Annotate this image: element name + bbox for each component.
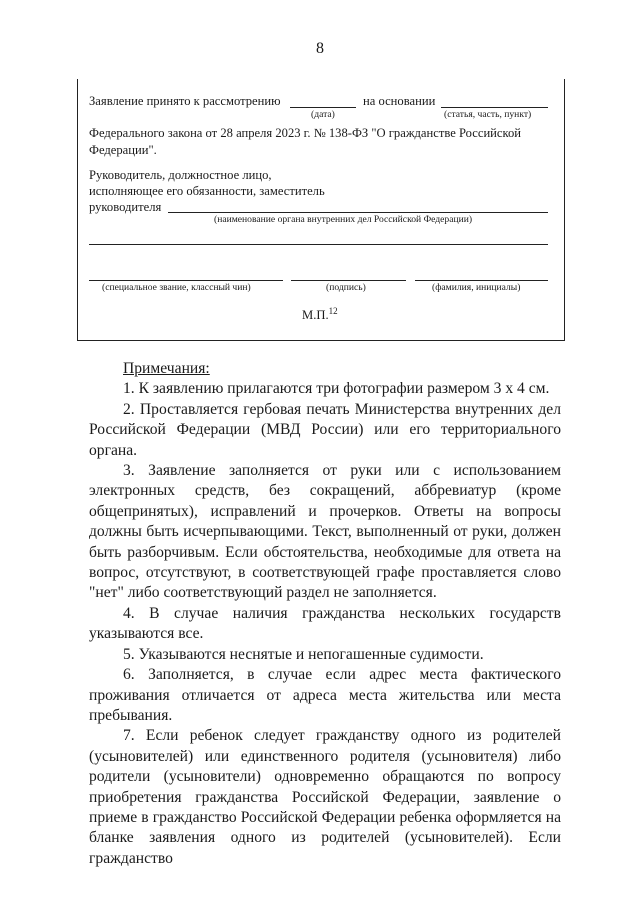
rank-caption: (специальное звание, классный чин)	[102, 282, 251, 293]
law-line-2: Федерации".	[89, 143, 157, 157]
date-caption: (дата)	[311, 109, 335, 120]
note-7: 7. Если ребенок следует гражданству одного из родителей (усыновителей) или единственного родителя (усыновителя) либо родители (усыновители) одновременно обращаются по вопросу приобретения гражданства Российской Федерации, заявление о приеме в гражданство Российской Федерации ребенка оформляется на бланке заявления одного из родителей (усыновителей). Если гражданство	[89, 727, 561, 867]
organ-caption: (наименование органа внутренних дел Российской Федерации)	[214, 214, 473, 225]
note-1: 1. К заявлению прилагаются три фотографии размером 3 х 4 см.	[123, 380, 550, 398]
note-3: 3. Заявление заполняется от руки или с использованием электронных средств, без сокращений, аббревиатур (кроме общепринятых), исправлений и прочерков. Ответы на вопросы должны быть исчерпывающими. Текст, выполненный от руки, должен быть разборчивым. Если обстоятельства, необходимые для ответа на вопрос, отсутствуют, в соответствующей графе проставляется слово "нет" либо соответствующий раздел не заполняется.	[89, 462, 561, 602]
note-2: 2. Проставляется гербовая печать Министерства внутренних дел Российской Федерации (МВД России) или его территориального органа.	[89, 400, 561, 459]
article-line	[441, 107, 548, 108]
note-6: 6. Заполняется, в случае если адрес места фактического проживания отличается от адреса места жительства или места пребывания.	[89, 666, 561, 724]
signature-line	[291, 280, 406, 281]
note-4: 4. В случае наличия гражданства нескольких государств указываются все.	[89, 604, 561, 643]
organ-line	[168, 212, 548, 213]
note-5: 5. Указываются неснятые и непогашенные судимости.	[123, 645, 484, 663]
notes-section	[89, 359, 561, 869]
head-line-1: Руководитель, должностное лицо,	[89, 168, 272, 182]
basis-label: на основании	[363, 94, 436, 108]
name-line	[415, 280, 548, 281]
article-caption: (статья, часть, пункт)	[444, 109, 532, 120]
page-number: 8	[316, 40, 324, 57]
blank-line	[89, 244, 548, 245]
notes-heading: Примечания:	[123, 360, 210, 377]
rank-line	[89, 280, 283, 281]
head-line-3: руководителя	[89, 200, 162, 214]
seal-footnote: 12	[328, 306, 338, 316]
seal-label: М.П.	[302, 308, 329, 323]
name-caption: (фамилия, инициалы)	[432, 282, 521, 293]
signature-caption: (подпись)	[326, 282, 366, 293]
seal-mark	[302, 306, 338, 323]
law-line-1: Федерального закона от 28 апреля 2023 г. № 138-ФЗ "О гражданстве Российской	[89, 126, 522, 140]
accepted-label: Заявление принято к рассмотрению	[89, 94, 281, 108]
date-line	[290, 107, 356, 108]
head-line-2: исполняющее его обязанности, заместитель	[89, 184, 325, 198]
